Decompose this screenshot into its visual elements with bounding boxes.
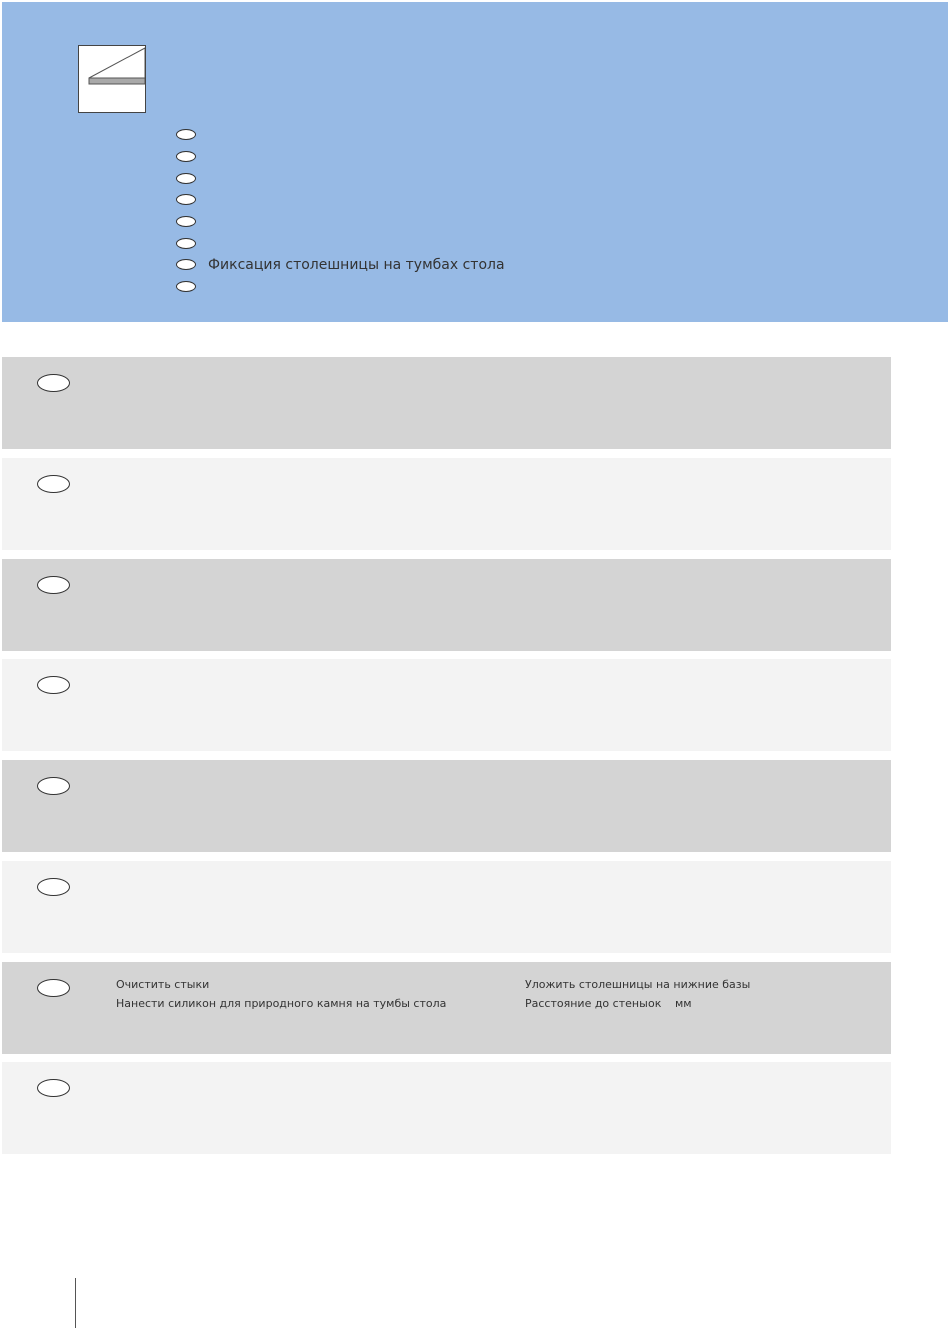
step-marker bbox=[176, 173, 196, 184]
step-marker bbox=[176, 129, 196, 140]
step-panel-4 bbox=[2, 659, 891, 751]
step-panel-3 bbox=[2, 559, 891, 651]
step-panel-marker bbox=[37, 475, 70, 493]
step-item bbox=[176, 167, 505, 189]
step-panel-7 bbox=[2, 962, 891, 1054]
step-panel-marker bbox=[37, 576, 70, 594]
countertop-edge-icon bbox=[78, 45, 146, 113]
instruction-approx: ок bbox=[648, 997, 662, 1010]
step-marker bbox=[176, 151, 196, 162]
step-item bbox=[176, 124, 505, 146]
instruction-wall-distance: Расстояние до стены bbox=[525, 997, 648, 1010]
step-panel-marker bbox=[37, 676, 70, 694]
step-item-active bbox=[176, 254, 505, 276]
step-panel-marker bbox=[37, 777, 70, 795]
step-marker bbox=[176, 238, 196, 249]
step-item bbox=[176, 232, 505, 254]
step-item bbox=[176, 276, 505, 298]
step-item bbox=[176, 189, 505, 211]
step-item bbox=[176, 211, 505, 233]
step-marker bbox=[176, 259, 196, 270]
step-panel-8 bbox=[2, 1062, 891, 1154]
step-marker bbox=[176, 194, 196, 205]
step-marker bbox=[176, 216, 196, 227]
step-panel-2 bbox=[2, 458, 891, 550]
footer-divider bbox=[75, 1278, 76, 1328]
instruction-clean-joints: Очистить стыки bbox=[116, 978, 210, 991]
step-label: Фиксация столешницы на тумбах стола bbox=[208, 256, 505, 273]
step-panel-6 bbox=[2, 861, 891, 953]
instruction-place-countertops: Уложить столешницы на нижние базы bbox=[525, 978, 751, 991]
step-list bbox=[176, 124, 505, 298]
instruction-unit-mm: мм bbox=[675, 997, 692, 1010]
step-panel-marker bbox=[37, 1079, 70, 1097]
step-panel-5 bbox=[2, 760, 891, 852]
step-panel-marker bbox=[37, 979, 70, 997]
step-panel-marker bbox=[37, 878, 70, 896]
step-marker bbox=[176, 281, 196, 292]
instruction-apply-silicone: Нанести силикон для природного камня на тумбы стола bbox=[116, 997, 447, 1010]
step-panel-marker bbox=[37, 374, 70, 392]
step-item bbox=[176, 146, 505, 168]
header-banner bbox=[2, 2, 948, 322]
step-panel-1 bbox=[2, 357, 891, 449]
